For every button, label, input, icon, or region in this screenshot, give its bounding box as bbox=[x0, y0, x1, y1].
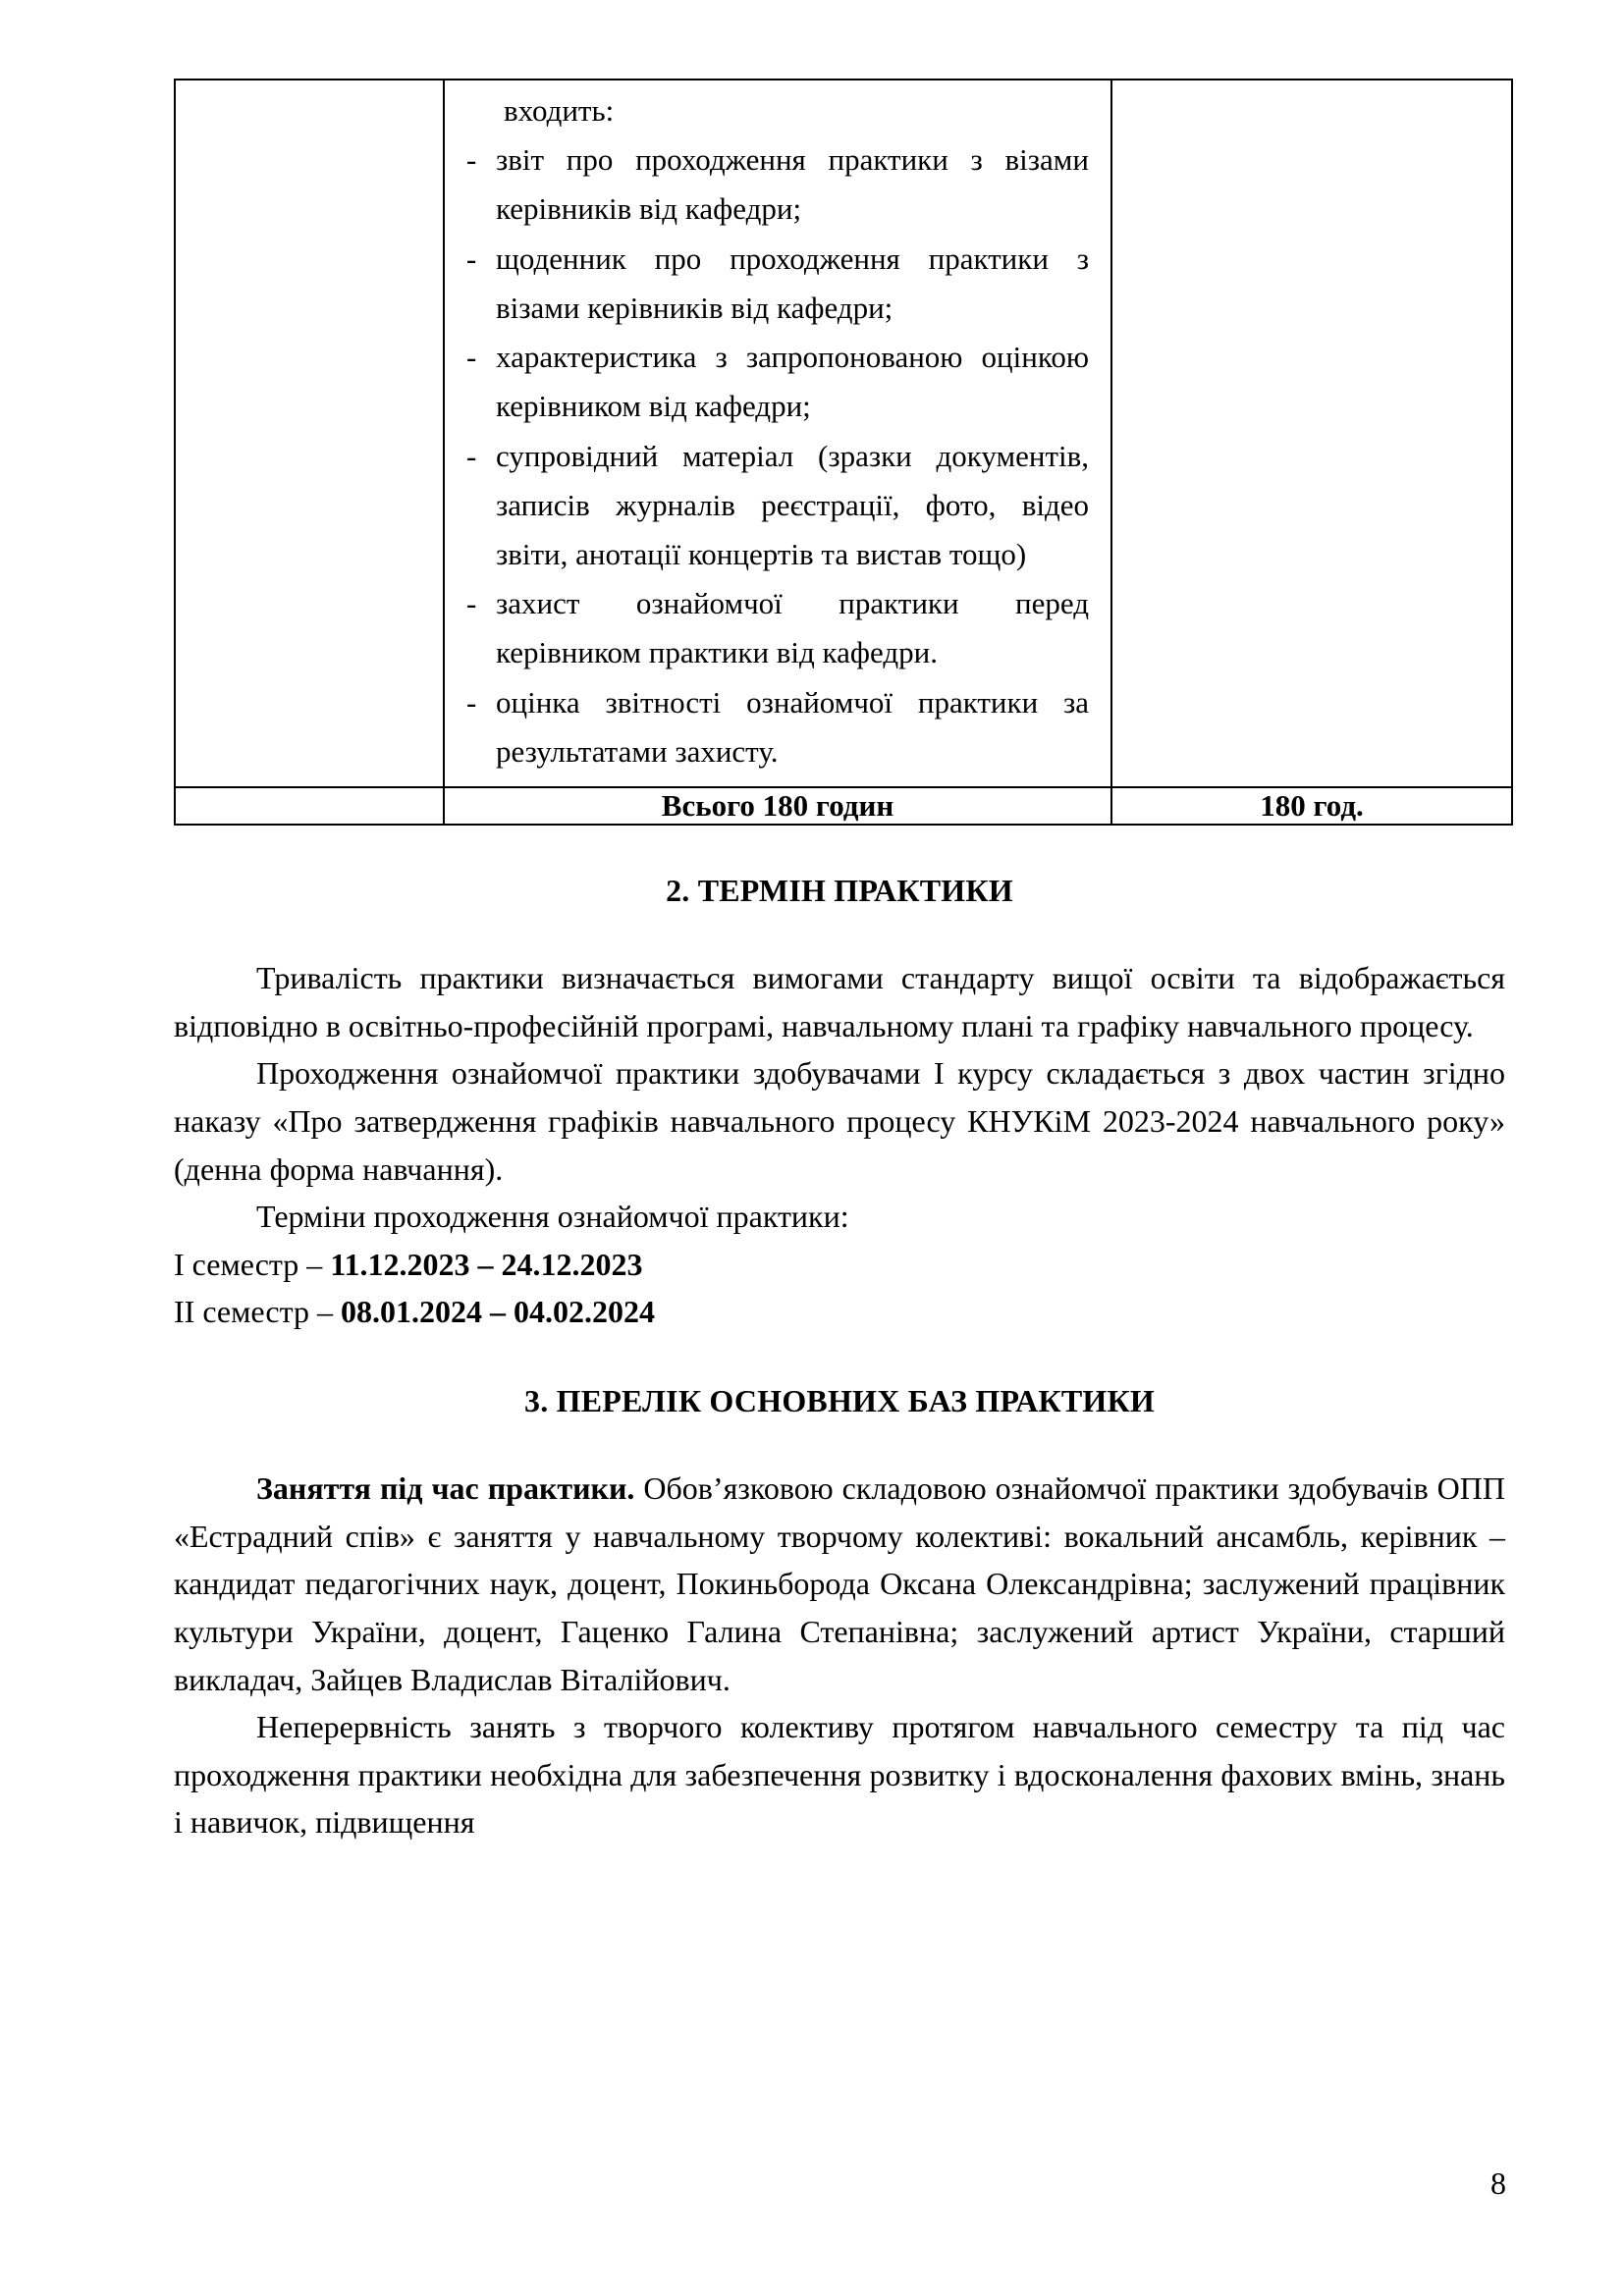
list-item: - оцінка звітності ознайомчої практики за результатами захисту. bbox=[462, 678, 1089, 776]
total-value-cell: 180 год. bbox=[1111, 787, 1512, 825]
reporting-item-list bbox=[462, 135, 1089, 776]
practice-summary-table bbox=[174, 79, 1513, 826]
list-item: - захист ознайомчої практики перед керівником практики від кафедри. bbox=[462, 579, 1089, 677]
section-3-lead-label: Заняття під час практики. bbox=[256, 1470, 635, 1507]
semester-1-dates: 11.12.2023 – 24.12.2023 bbox=[330, 1246, 643, 1282]
section-2-paragraph-3: Терміни проходження ознайомчої практики: bbox=[256, 1199, 849, 1235]
section-3-heading: 3. ПЕРЕЛІК ОСНОВНИХ БАЗ ПРАКТИКИ bbox=[524, 1383, 1155, 1419]
list-item: - характеристика з запропонованою оцінкою керівником від кафедри; bbox=[462, 333, 1089, 431]
section-3-lead-text: Обов’язковою складовою ознайомчої практики здобувачів ОПП «Естрадний спів» є заняття у навчальному творчому колективі: вокальний ансамбль, керівник – кандидат педагогічних наук, доцент, Покиньборода Оксана Олександрівна; заслужений працівник культури України, доцент, Гаценко Галина Степанівна; заслужений артист України, старший викладач, Зайцев Владислав Віталійович. bbox=[174, 1470, 1506, 1697]
semester-1-label: І семестр – bbox=[174, 1246, 331, 1282]
reporting-lead: входить: bbox=[504, 93, 615, 128]
semester-2-label: ІІ семестр – bbox=[174, 1294, 341, 1330]
list-item: - щоденник про проходження практики з візами керівників від кафедри; bbox=[462, 235, 1089, 333]
table-row-total bbox=[175, 787, 1512, 825]
total-label-cell: Всього 180 годин bbox=[444, 787, 1111, 825]
list-item: - супровідний матеріал (зразки документів, записів журналів реєстрації, фото, відео звіти, анотації концертів та вистав тощо) bbox=[462, 432, 1089, 580]
section-2-heading: 2. ТЕРМІН ПРАКТИКИ bbox=[666, 873, 1013, 909]
section-3-paragraph-1 bbox=[174, 1465, 1505, 1703]
total-spacer-cell bbox=[175, 787, 444, 825]
table-cell-reporting bbox=[444, 80, 1111, 787]
section-3-paragraph-2: Неперервність занять з творчого колективу протягом навчального семестру та під час проходження практики необхідна для забезпечення розвитку і вдосконалення фахових вмінь, знань і навичок, підвищення bbox=[174, 1709, 1505, 1841]
reporting-content bbox=[445, 80, 1110, 786]
page-content bbox=[174, 0, 1505, 1846]
section-2-paragraph-2: Проходження ознайомчої практики здобувачами І курсу складається з двох частин згідно наказу «Про затвердження графіків навчального процесу КНУКіМ 2023-2024 навчального року» (денна форма навчання). bbox=[174, 1055, 1505, 1187]
section-2-paragraph-1: Тривалість практики визначається вимогами стандарту вищої освіти та відображається відповідно в освітньо-професійній програмі, навчальному плані та графіку навчального процесу. bbox=[174, 960, 1505, 1043]
page-number: 8 bbox=[1490, 2165, 1506, 2201]
table-row bbox=[175, 80, 1512, 787]
table-cell-hours bbox=[1111, 80, 1512, 787]
list-item: - звіт про проходження практики з візами керівників від кафедри; bbox=[462, 135, 1089, 234]
semester-2-line bbox=[174, 1288, 1505, 1336]
semester-2-dates: 08.01.2024 – 04.02.2024 bbox=[340, 1294, 655, 1330]
semester-1-line bbox=[174, 1241, 1505, 1289]
table-cell-stage bbox=[175, 80, 444, 787]
